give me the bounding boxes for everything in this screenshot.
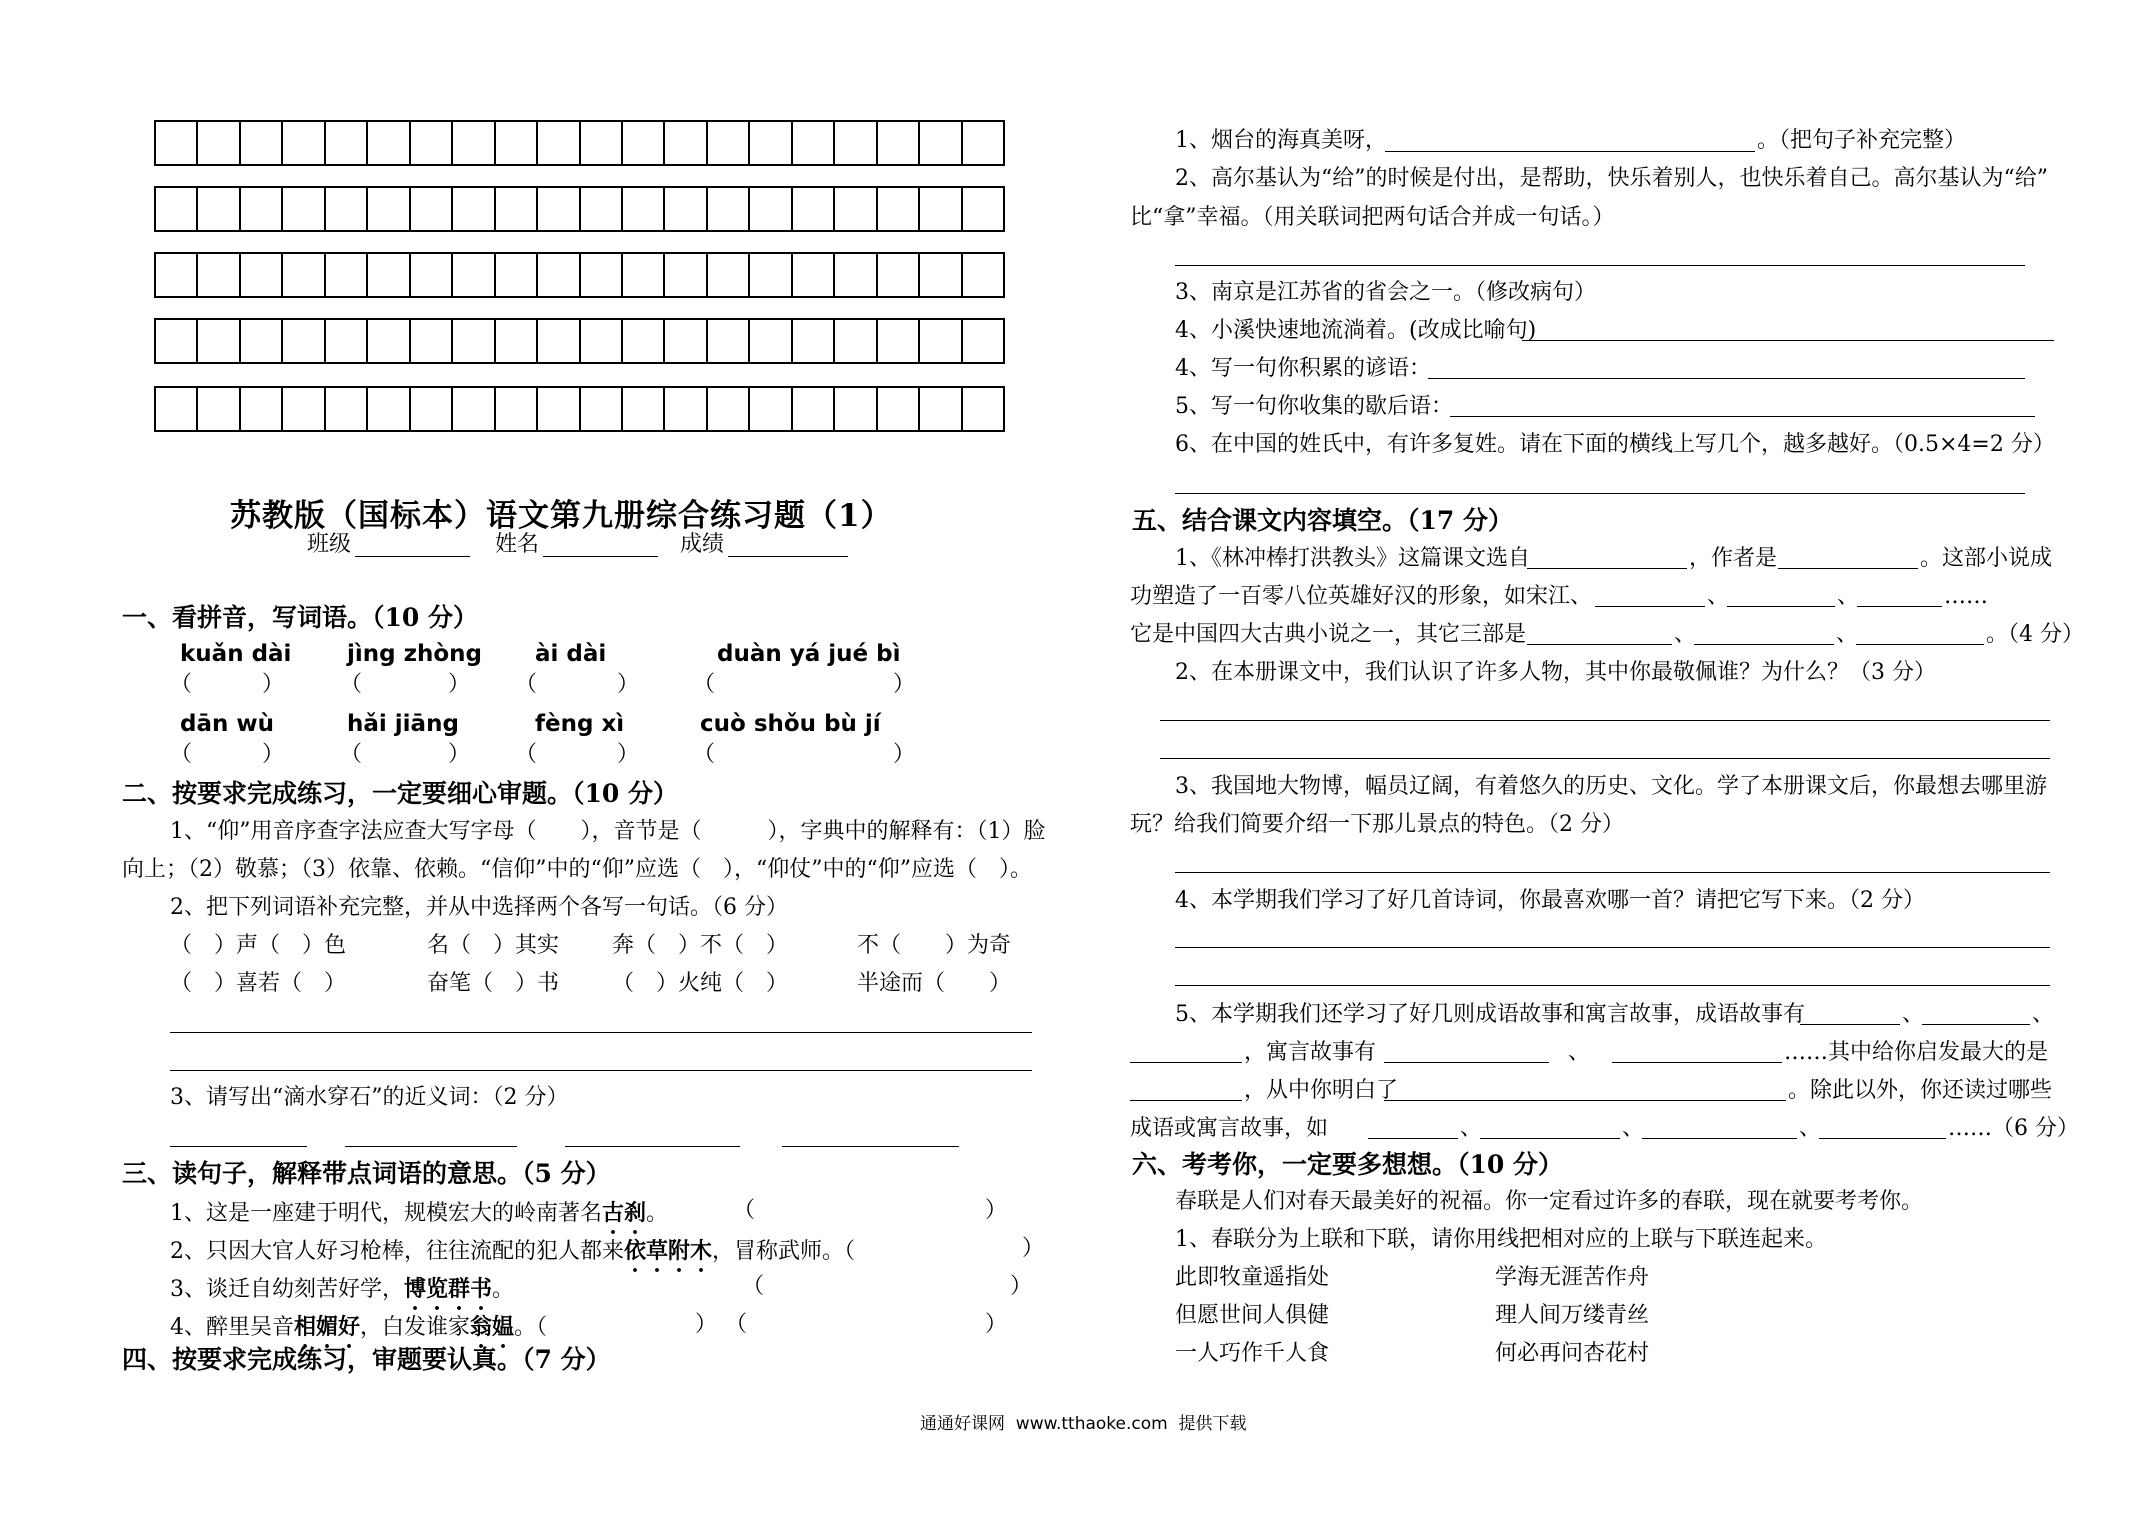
writing-grid-row	[154, 186, 1005, 232]
answer-line[interactable]	[1694, 644, 1834, 645]
question-text: 1、“仰”用音序查字法应查大写字母（ ），音节是（ ），字典中的解释有：（1）脸	[170, 819, 1046, 844]
question-text: 1、烟台的海真美呀，	[1175, 128, 1387, 153]
ellipsis: ……	[1944, 584, 1988, 609]
answer-paren-close: ）	[893, 672, 916, 697]
idiom-blank: （ ）声（ ）色	[170, 933, 347, 958]
answer-line[interactable]	[1368, 1138, 1458, 1139]
sentence-text: 2、只因大官人好习枪棒，往往流配的犯人都来	[170, 1239, 624, 1264]
question-text: 4、小溪快速地流淌着。(改成比喻句)	[1175, 318, 1537, 343]
answer-line[interactable]	[782, 1146, 959, 1147]
answer-line[interactable]	[1175, 872, 2050, 873]
couplet-upper[interactable]: 一人巧作千人食	[1175, 1341, 1330, 1366]
idiom-blank: （ ）喜若（ ）	[170, 971, 347, 996]
couplet-lower[interactable]: 理人间万缕青丝	[1495, 1303, 1650, 1328]
answer-paren-open: （	[733, 1198, 756, 1223]
dotted-word: 相媚好	[294, 1314, 361, 1340]
name-label: 姓名	[495, 532, 540, 557]
idiom-blank: （ ）火纯（ ）	[612, 971, 789, 996]
answer-line[interactable]	[1130, 1100, 1242, 1101]
question-text: 向上；（2）敬慕；（3）依靠、依赖。“信仰”中的“仰”应选（ ），“仰仗”中的“仰”应选（ ）。	[122, 857, 1032, 882]
answer-paren-open: （	[693, 672, 716, 697]
sentence-text: 3、谈迁自幼刻苦好学，	[170, 1277, 404, 1302]
answer-paren-close: ）	[985, 1312, 1008, 1337]
question-text: 2、高尔基认为“给”的时候是付出，是帮助，快乐着别人，也快乐着自己。高尔基认为“给”	[1175, 166, 2048, 191]
separator: 、	[1674, 622, 1697, 647]
question-text: 比“拿”幸福。（用关联词把两句话合并成一句话。）	[1130, 205, 1615, 230]
dotted-word: 依草附木	[624, 1238, 713, 1264]
question-text: 功塑造了一百零八位英雄好汉的形象，如宋江、	[1130, 584, 1593, 609]
answer-line[interactable]	[345, 1146, 517, 1147]
dotted-word: 古刹	[602, 1200, 647, 1226]
answer-line[interactable]	[1450, 416, 2035, 417]
question-text: ，从中你明白了	[1244, 1078, 1399, 1103]
question-text: ，寓言故事有	[1244, 1040, 1377, 1065]
answer-paren-close: ）	[893, 742, 916, 767]
pinyin: cuò shǒu bù jí	[700, 711, 881, 737]
separator: 、	[1460, 1116, 1483, 1141]
question-text: 3、请写出“滴水穿石”的近义词：（2 分）	[170, 1085, 569, 1110]
pinyin: duàn yá jué bì	[717, 641, 901, 667]
answer-line[interactable]	[565, 1146, 740, 1147]
answer-line[interactable]	[1175, 985, 2050, 986]
dotted-word: 翁媪	[470, 1314, 515, 1340]
writing-grid-row	[154, 318, 1005, 364]
answer-line[interactable]	[1175, 265, 2025, 266]
answer-line[interactable]	[1642, 1138, 1797, 1139]
answer-paren-close: ）	[695, 1312, 718, 1337]
couplet-lower[interactable]: 何必再问杏花村	[1495, 1341, 1650, 1366]
sentence-text: ，白发谁家	[360, 1315, 471, 1340]
answer-line[interactable]	[1428, 378, 2025, 379]
question-text: 5、本学期我们还学习了好几则成语故事和寓言故事，成语故事有	[1175, 1002, 1805, 1027]
answer-paren-open: （	[693, 742, 716, 767]
pinyin: jìng zhòng	[347, 641, 483, 667]
answer-line[interactable]	[1522, 340, 2054, 341]
answer-line[interactable]	[1612, 1062, 1782, 1063]
question-text: ……（6 分）	[1948, 1116, 2079, 1141]
writing-grid-row	[154, 120, 1005, 166]
answer-paren-open: （	[844, 1239, 856, 1264]
writing-grid-row	[154, 386, 1005, 432]
answer-paren-close: ）	[262, 742, 285, 767]
answer-line[interactable]	[1527, 644, 1672, 645]
question-text: 6、在中国的姓氏中，有许多复姓。请在下面的横线上写几个，越多越好。（0.5×4=2 分）	[1175, 432, 2055, 457]
separator: 、	[1622, 1116, 1645, 1141]
answer-line[interactable]	[1175, 947, 2050, 948]
answer-line[interactable]	[1385, 151, 1755, 152]
answer-line[interactable]	[1857, 606, 1942, 607]
question-text: 成语或寓言故事，如	[1130, 1116, 1329, 1141]
class-label: 班级	[307, 532, 352, 557]
answer-line[interactable]	[170, 1032, 1032, 1033]
section-5-heading: 五、结合课文内容填空。（17 分）	[1132, 506, 1513, 535]
dotted-word: 博览群书	[404, 1276, 493, 1302]
answer-paren-close: ）	[985, 1198, 1008, 1223]
sentence-1	[170, 1200, 668, 1239]
answer-line[interactable]	[1384, 1062, 1549, 1063]
answer-line[interactable]	[1922, 1024, 2030, 1025]
question-text: 4、本学期我们学习了好几首诗词，你最喜欢哪一首？请把它写下来。（2 分）	[1175, 888, 1925, 913]
idiom-blank: 不（ ）为奇	[857, 933, 1012, 958]
section-intro: 春联是人们对春天最美好的祝福。你一定看过许多的春联，现在就要考考你。	[1175, 1189, 1924, 1214]
couplet-upper[interactable]: 但愿世间人俱健	[1175, 1303, 1330, 1328]
answer-paren-close: ）	[262, 672, 285, 697]
answer-line[interactable]	[1130, 1062, 1242, 1063]
sentence-3	[170, 1276, 514, 1315]
question-text: 玩？给我们简要介绍一下那儿景点的特色。（2 分）	[1130, 812, 1624, 837]
answer-line[interactable]	[1819, 1138, 1946, 1139]
answer-paren-open: （	[515, 742, 538, 767]
page-title: 苏教版（国标本）语文第九册综合练习题（1）	[230, 498, 893, 534]
answer-paren-close: ）	[1022, 1236, 1045, 1261]
separator: 、	[2032, 1002, 2055, 1027]
sentence-text: 。	[492, 1277, 515, 1302]
score-label: 成绩	[680, 532, 725, 557]
question-text: 2、把下列词语补充完整，并从中选择两个各写一句话。（6 分）	[170, 895, 788, 920]
pinyin: dān wù	[180, 711, 274, 737]
question-text: 3、我国地大物博，幅员辽阔，有着悠久的历史、文化。学了本册课文后，你最想去哪里游	[1175, 774, 2048, 799]
sentence-text: 1、这是一座建于明代，规模宏大的岭南著名	[170, 1201, 602, 1226]
separator: 、	[1836, 622, 1859, 647]
answer-line[interactable]	[1175, 493, 2025, 494]
writing-grid-row	[154, 252, 1005, 298]
idiom-blank: 半途而（ ）	[857, 971, 1012, 996]
answer-paren-close: ）	[1010, 1274, 1033, 1299]
question-text: 。（把句子补充完整）	[1757, 128, 1967, 153]
idiom-blank: 奋笔（ ）书	[427, 971, 560, 996]
name-blank[interactable]	[543, 556, 658, 557]
answer-paren-open: （	[340, 672, 363, 697]
answer-line[interactable]	[1160, 758, 2050, 759]
section-1-heading: 一、看拼音，写词语。（10 分）	[122, 603, 478, 632]
answer-line[interactable]	[1384, 1100, 1786, 1101]
answer-line[interactable]	[1480, 1138, 1620, 1139]
section-4-heading: 四、按要求完成练习，审题要认真。（7 分）	[122, 1345, 611, 1374]
section-3-heading: 三、读句子，解释带点词语的意思。（5 分）	[122, 1159, 611, 1188]
question-text: 4、写一句你积累的谚语：	[1175, 356, 1431, 381]
answer-line[interactable]	[1778, 568, 1918, 569]
sentence-2	[170, 1238, 855, 1277]
answer-paren-open: （	[536, 1315, 548, 1340]
section-6-heading: 六、考考你，一定要多想想。（10 分）	[1132, 1150, 1563, 1179]
sentence-text: 4、醉里吴音	[170, 1315, 294, 1340]
idiom-blank: 名（ ）其实	[427, 933, 560, 958]
question-text: 3、南京是江苏省的省会之一。（修改病句）	[1175, 280, 1596, 305]
question-text: 。（4 分）	[1986, 622, 2084, 647]
separator: 、	[1902, 1002, 1925, 1027]
question-text: ，作者是	[1689, 546, 1778, 571]
class-blank[interactable]	[355, 556, 470, 557]
pinyin: fèng xì	[535, 711, 625, 737]
answer-line[interactable]	[1727, 606, 1835, 607]
answer-paren-open: （	[170, 742, 193, 767]
answer-line[interactable]	[1856, 644, 1984, 645]
answer-paren-open: （	[170, 672, 193, 697]
answer-paren-open: （	[742, 1274, 765, 1299]
answer-paren-close: ）	[448, 742, 471, 767]
question-text: 。这部小说成	[1920, 546, 2053, 571]
sentence-text: ，冒称武师。	[712, 1239, 845, 1264]
separator: 、	[1707, 584, 1730, 609]
answer-paren-close: ）	[448, 672, 471, 697]
answer-paren-open: （	[340, 742, 363, 767]
couplet-upper[interactable]: 此即牧童遥指处	[1175, 1265, 1330, 1290]
answer-line[interactable]	[170, 1146, 307, 1147]
couplet-lower[interactable]: 学海无涯苦作舟	[1495, 1265, 1650, 1290]
answer-line[interactable]	[170, 1070, 1032, 1071]
answer-line[interactable]	[1527, 568, 1687, 569]
question-text: 1、《林冲棒打洪教头》这篇课文选自	[1175, 546, 1530, 571]
question-text: 它是中国四大古典小说之一，其它三部是	[1130, 622, 1527, 647]
answer-paren-open: （	[725, 1312, 748, 1337]
section-2-heading: 二、按要求完成练习，一定要细心审题。（10 分）	[122, 779, 678, 808]
sentence-text: 。	[646, 1201, 669, 1226]
answer-paren-open: （	[515, 672, 538, 697]
separator: 、	[1837, 584, 1860, 609]
footer-credit: 通通好课网 www.tthaoke.com 提供下载	[920, 1414, 1247, 1434]
separator: 、	[1799, 1116, 1822, 1141]
pinyin: hǎi jiāng	[347, 711, 459, 737]
answer-line[interactable]	[1595, 606, 1705, 607]
question-text: 。除此以外，你还读过哪些	[1788, 1078, 2053, 1103]
pinyin: kuǎn dài	[180, 641, 292, 667]
answer-line[interactable]	[1160, 720, 2050, 721]
question-text: 5、写一句你收集的歇后语：	[1175, 394, 1453, 419]
answer-paren-close: ）	[617, 742, 640, 767]
separator: 、	[1568, 1040, 1591, 1065]
sentence-text: 。	[514, 1315, 537, 1340]
answer-line[interactable]	[1800, 1024, 1900, 1025]
question-text: 2、在本册课文中，我们认识了许多人物，其中你最敬佩谁？为什么？（3 分）	[1175, 660, 1936, 685]
pinyin: ài dài	[535, 641, 607, 667]
score-blank[interactable]	[728, 556, 848, 557]
question-text: 1、春联分为上联和下联，请你用线把相对应的上联与下联连起来。	[1175, 1227, 1827, 1252]
answer-paren-close: ）	[617, 672, 640, 697]
question-text: ……其中给你启发最大的是	[1784, 1040, 2049, 1065]
idiom-blank: 奔（ ）不（ ）	[612, 933, 789, 958]
